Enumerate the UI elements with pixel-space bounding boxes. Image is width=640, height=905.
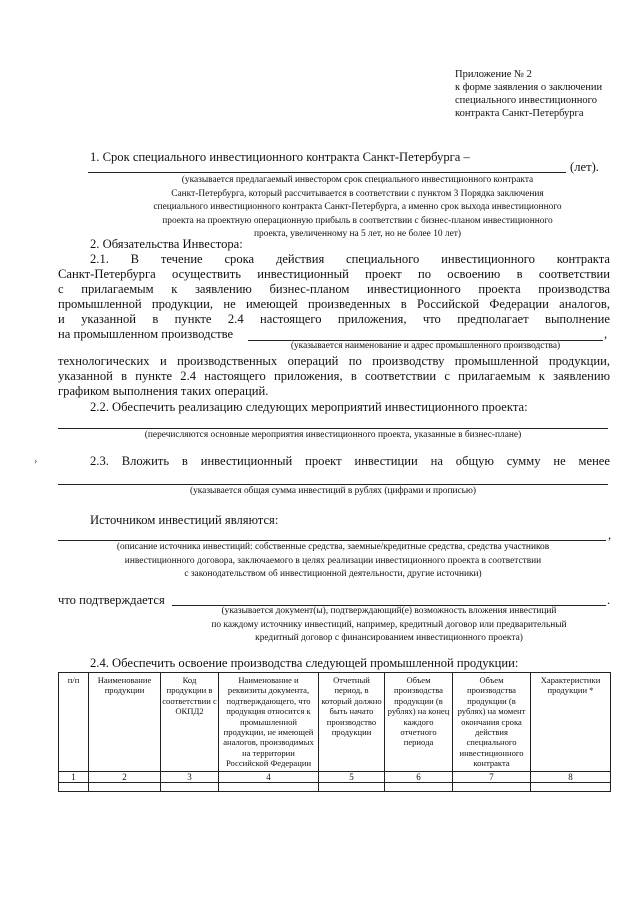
note-line: специального инвестиционного контракта Санкт-Петербурга, а именно срок выхода инвестиционного — [153, 202, 562, 212]
column-number: 4 — [219, 771, 319, 782]
para-2-3: 2.3. Вложить в инвестиционный проект инвестиции на общую сумму не менее — [90, 454, 610, 468]
sources-note — [58, 541, 608, 582]
col-header: Код продукции в соответствии с ОКПД2 — [161, 673, 219, 772]
section1-note — [95, 174, 620, 242]
appendix-desc-3: контракта Санкт-Петербурга — [455, 108, 584, 119]
column-number: 3 — [161, 771, 219, 782]
col-header: Отчетный период, в который должно быть начато производство продукции — [319, 673, 385, 772]
para-2-1-line: промышленной продукции, не имеющей произведенных в Российской Федерации аналогов, — [58, 297, 610, 311]
confirm-note — [172, 605, 606, 646]
section2-title: 2. Обязательства Инвестора: — [90, 237, 243, 251]
note-line: проекта на проектную операционную прибыль в соответствии с бизнес-планом инвестиционного — [162, 215, 553, 226]
note-line: кредитный договор с финансированием инвестиционного проекта) — [255, 633, 523, 643]
note-line: (указывается документ(ы), подтверждающий(е) возможность вложения инвестиций — [221, 606, 557, 616]
table-cell — [319, 782, 385, 791]
para-2-1-line: технологических и производственных операций по производству промышленной продукции, — [58, 354, 610, 368]
period: . — [607, 593, 611, 607]
product-table — [58, 672, 611, 792]
table-cell — [453, 782, 531, 791]
note-line: Санкт-Петербурга, который рассчитывается в соответствии с пунктом 3 Порядка заключения — [171, 188, 544, 199]
column-number: 8 — [531, 771, 611, 782]
col-header: п/п — [59, 673, 89, 772]
para-2-1-line: графиком выполнения таких операций. — [58, 384, 269, 398]
comma: , — [608, 528, 612, 542]
column-number: 1 — [59, 771, 89, 782]
comma: , — [604, 327, 608, 341]
table-row — [59, 771, 611, 782]
column-number: 7 — [453, 771, 531, 782]
para-2-1-line: Санкт-Петербурга осуществить инвестиционный проект по освоению в соответствии — [58, 267, 610, 281]
production-note: (указывается наименование и адрес промышленного производства) — [290, 341, 561, 351]
column-number: 6 — [385, 771, 453, 782]
col-header: Объем производства продукции (в рублях) на конец каждого отчетного периода — [385, 673, 453, 772]
para-2-2: 2.2. Обеспечить реализацию следующих мероприятий инвестиционного проекта: — [90, 400, 528, 414]
col-header: Наименование продукции — [89, 673, 161, 772]
appendix-desc-1: к форме заявления о заключении — [455, 82, 603, 93]
table-header-row — [59, 673, 611, 772]
table-row — [59, 782, 611, 791]
para-2-4: 2.4. Обеспечить освоение производства следующей промышленной продукции: — [90, 656, 519, 670]
table-cell — [89, 782, 161, 791]
col-header: Объем производства продукции (в рублях) на момент окончания срока действия специального инвестиционного контракта — [453, 673, 531, 772]
note-line: инвестиционного договора, заключаемого в целях реализации инвестиционного проекта в соответствии — [124, 555, 542, 566]
appendix-number: Приложение № 2 — [455, 69, 532, 80]
note-line: (указывается предлагаемый инвестором срок специального инвестиционного контракта — [181, 175, 534, 185]
sources-label: Источником инвестиций являются: — [90, 513, 279, 527]
investment-sum-note: (указывается общая сумма инвестиций в рублях (цифрами и прописью) — [189, 486, 477, 496]
col-header: Характеристики продукции * — [531, 673, 611, 772]
table-cell — [385, 782, 453, 791]
note-line: с законодательством об инвестиционной деятельности, другие источники) — [184, 569, 482, 579]
appendix-desc-2: специального инвестиционного — [455, 95, 597, 106]
table-cell — [161, 782, 219, 791]
term-unit: (лет). — [570, 160, 599, 174]
column-number: 5 — [319, 771, 385, 782]
table-cell — [219, 782, 319, 791]
table-cell — [59, 782, 89, 791]
term-blank-line — [88, 172, 566, 173]
activities-note: (перечисляются основные мероприятия инвестиционного проекта, указанные в бизнес-плане) — [144, 430, 522, 440]
para-2-1-line: на промышленном производстве — [58, 327, 234, 341]
col-header: Наименование и реквизиты документа, подтверждающего, что продукция относится к промышленной продукции, не имеющей аналогов, производимых на территории Российской Федерации — [219, 673, 319, 772]
para-2-1-line: 2.1. В течение срока действия специального инвестиционного контракта — [90, 252, 610, 266]
margin-mark: › — [34, 456, 38, 467]
section1-title: 1. Срок специального инвестиционного контракта Санкт-Петербурга – — [90, 150, 470, 164]
note-line: (описание источника инвестиций: собственные средства, заемные/кредитные средства, средства участников — [116, 542, 550, 552]
para-2-1-line: с прилагаемым к заявлению бизнес-планом инвестиционного проекта производства — [58, 282, 610, 296]
column-number: 2 — [89, 771, 161, 782]
table-cell — [531, 782, 611, 791]
para-2-1-line: и указанной в пункте 2.4 настоящего приложения, что предполагает выполнение — [58, 312, 610, 326]
para-2-1-line: указанной в пункте 2.4 настоящего приложения, в соответствии с прилагаемым к заявлению — [58, 369, 610, 383]
appendix-header — [455, 68, 635, 120]
note-line: проекта, увеличенному на 5 лет, но не более 10 лет) — [254, 229, 461, 239]
confirm-label: что подтверждается — [58, 593, 165, 607]
note-line: по каждому источнику инвестиций, например, кредитный договор или предварительный — [211, 619, 567, 630]
